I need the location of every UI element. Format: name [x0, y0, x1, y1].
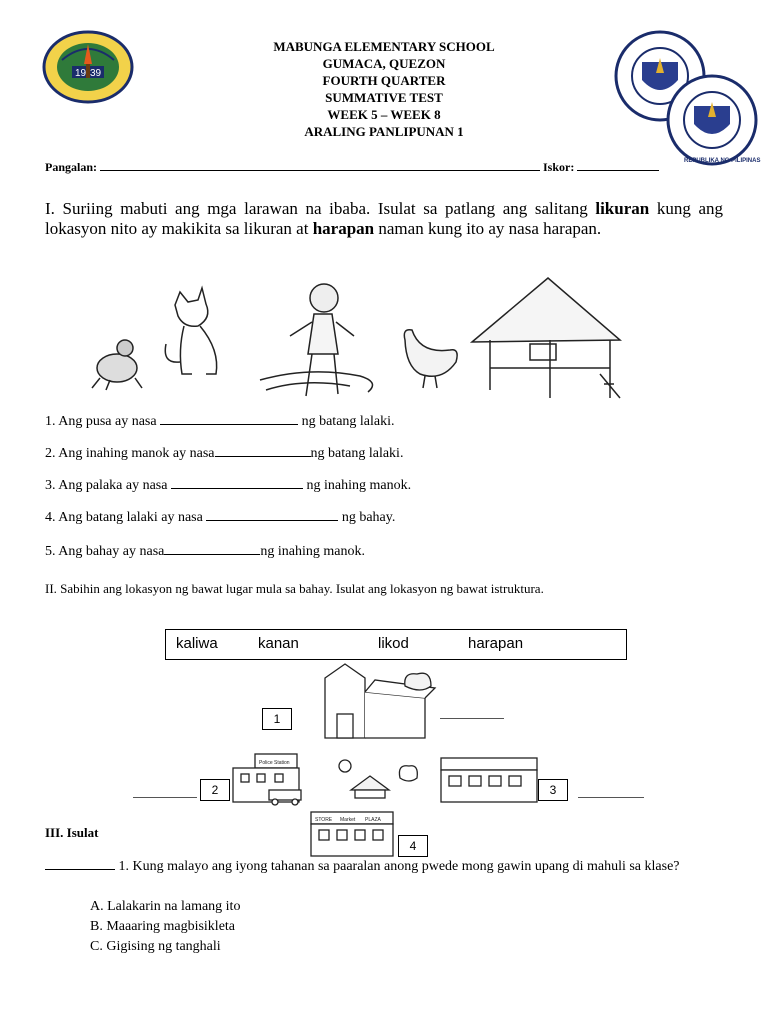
item3-text-b: ng inahing manok. [302, 478, 412, 493]
nipa-hut-picture [472, 278, 620, 398]
police-station-picture [233, 754, 301, 805]
item1-text-b: ng batang lalaki. [298, 414, 395, 429]
store-sign-text: STORE [315, 817, 333, 823]
part2-instruction: II. Sabihin ang lokasyon ng bawat lugar mula sa bahay. Isulat ang lokasyon ng bawat istruktura. [45, 581, 544, 596]
quarter-label: FOURTH QUARTER [322, 73, 446, 88]
item5-text-b: ng inahing manok. [260, 544, 365, 559]
test-label: SUMMATIVE TEST [325, 90, 443, 105]
seal-year-left: 19 [75, 68, 87, 79]
score-label: Iskor: [543, 160, 575, 174]
name-blank[interactable] [100, 160, 540, 171]
item1-text-a: 1. Ang pusa ay nasa [45, 414, 161, 429]
school-location: GUMACA, QUEZON [322, 56, 446, 71]
word-kanan: kanan [258, 635, 299, 652]
seal-year-right: 39 [90, 68, 102, 79]
answer-line-3[interactable] [578, 797, 644, 798]
student-info-row [45, 160, 659, 175]
answer-line-2[interactable] [133, 797, 197, 798]
deped-seal-logo [612, 28, 767, 168]
answer-line-1[interactable] [440, 718, 504, 719]
number-box-4: 4 [398, 835, 428, 857]
subject-label: ARALING PANLIPUNAN 1 [304, 124, 464, 139]
number-box-2: 2 [200, 779, 230, 801]
item2-blank[interactable] [215, 446, 311, 457]
choice-b: B. Maaaring magbisikleta [90, 919, 236, 934]
item3-text-a: 3. Ang palaka ay nasa [45, 478, 171, 493]
item3-blank[interactable] [171, 478, 303, 489]
item4-text-b: ng bahay. [338, 510, 396, 525]
store-picture [441, 758, 537, 802]
school-building-picture [311, 812, 393, 856]
weeks-label: WEEK 5 – WEEK 8 [327, 107, 441, 122]
question1-text: 1. Kung malayo ang iyong tahanan sa paaralan anong pwede mong gawin upang di mahuli sa klase? [115, 859, 680, 874]
item5-text-a: 5. Ang bahay ay nasa [45, 544, 165, 559]
part2-map [225, 662, 555, 862]
intro-text-c: kung ang lokasyon nito ay makikita sa likuran at [45, 199, 724, 238]
plaza-sign-text: PLAZA [365, 817, 381, 823]
school-name: MABUNGA ELEMENTARY SCHOOL [273, 39, 495, 54]
choice-a: A. Lalakarin na lamang ito [90, 899, 241, 914]
word-kaliwa: kaliwa [176, 635, 218, 652]
number-box-1: 1 [262, 708, 292, 730]
church-picture [325, 664, 435, 738]
part1-pictures [80, 270, 660, 420]
school-seal-logo [42, 30, 134, 104]
item4-blank[interactable] [206, 510, 338, 521]
item1-blank[interactable] [160, 414, 298, 425]
part1-item-4 [45, 510, 395, 526]
frog-picture [92, 340, 142, 390]
intro-text-a: I. Suriing mabuti ang mga larawan na ibaba. Isulat sa patlang ang salitang [45, 199, 596, 218]
choice-c: C. Gigising ng tanghali [90, 939, 221, 954]
score-blank[interactable] [577, 160, 659, 171]
item2-text-a: 2. Ang inahing manok ay nasa [45, 446, 215, 461]
number-box-3: 3 [538, 779, 568, 801]
item2-text-b: ng batang lalaki. [310, 446, 404, 461]
plaza-picture [339, 760, 417, 798]
part3-question-1 [45, 857, 725, 876]
part3-title: III. Isulat [45, 825, 99, 840]
part1-item-5 [45, 544, 365, 560]
intro-keyword-likuran: likuran [595, 199, 650, 218]
part1-item-2 [45, 446, 403, 462]
word-bank [165, 629, 627, 660]
document-header [200, 38, 568, 140]
word-likod: likod [378, 635, 409, 652]
boy-picture [260, 284, 373, 396]
part1-item-3 [45, 478, 411, 494]
hen-picture [404, 330, 457, 388]
name-label: Pangalan: [45, 160, 98, 174]
item5-blank[interactable] [164, 544, 260, 555]
question1-blank[interactable] [45, 859, 115, 870]
part1-instruction [45, 199, 723, 239]
police-sign-text: Police Station [259, 760, 290, 766]
word-harapan: harapan [468, 635, 524, 652]
deped-seal-bottom-text: REPUBLIKA NG PILIPINAS [684, 158, 761, 164]
intro-keyword-harapan: harapan [312, 219, 375, 238]
part1-item-1 [45, 414, 395, 430]
market-sign-text: Market [340, 817, 356, 823]
intro-text-e: naman kung ito ay nasa harapan. [374, 219, 602, 238]
cat-picture [165, 288, 216, 374]
item4-text-a: 4. Ang batang lalaki ay nasa [45, 510, 207, 525]
